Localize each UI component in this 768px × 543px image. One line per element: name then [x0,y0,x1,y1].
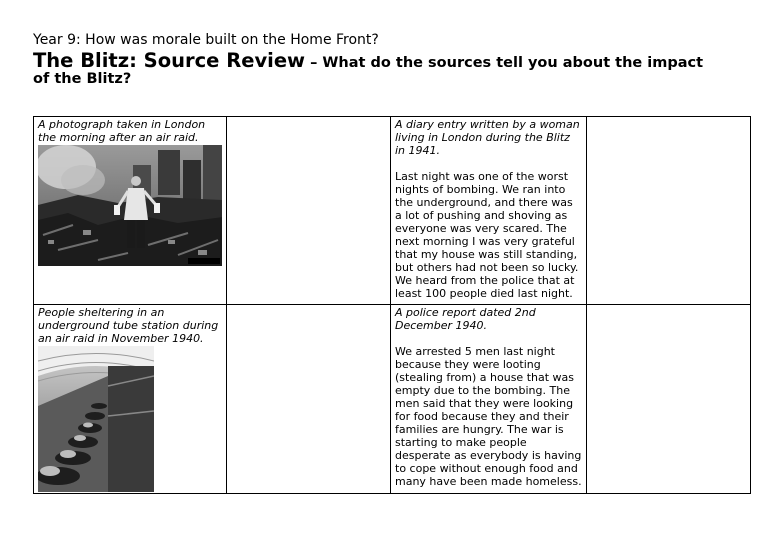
response-cell-3[interactable] [227,305,391,494]
source-caption: A police report dated 2nd December 1940. [395,306,536,332]
source-text: We arrested 5 men last night because they were looting (stealing from) a house that was empty due to the bombing. The men said that they were looking for food because they and their families are hungry. The war is starting to make people desperate as everybody is having to cope without enough food and many have been made homeless. [395,345,582,488]
source-caption: A photograph taken in London the morning after an air raid. [38,118,206,144]
source-caption: People sheltering in an underground tube station during an air raid in November 1940. [38,306,219,345]
worksheet-title [33,49,733,87]
source-cell-police [391,305,587,494]
source-review-table [33,116,751,494]
blitz-rubble-photo [38,145,222,266]
title-question-line2: of the Blitz? [33,71,132,87]
worksheet-subtitle: Year 9: How was morale built on the Home Front? [33,32,379,48]
response-cell-4[interactable] [587,305,751,494]
table-row [34,117,751,305]
title-question: – What do the sources tell you about the impact [305,55,704,71]
tube-shelter-photo [38,346,222,492]
response-cell-2[interactable] [587,117,751,305]
table-row [34,305,751,494]
response-cell-1[interactable] [227,117,391,305]
source-text: Last night was one of the worst nights of bombing. We ran into the underground, and there was a lot of pushing and shoving as everyone was very scared. The next morning I was very grateful that my house was still standing, but others had not been so lucky. We heard from the police that at least 100 people died last night. [395,170,579,300]
title-main: The Blitz: Source Review [33,49,306,72]
source-caption: A diary entry written by a woman living in London during the Blitz in 1941. [395,118,580,157]
source-cell-photo-tube [34,305,227,494]
source-cell-diary [391,117,587,305]
source-cell-photo-london [34,117,227,305]
